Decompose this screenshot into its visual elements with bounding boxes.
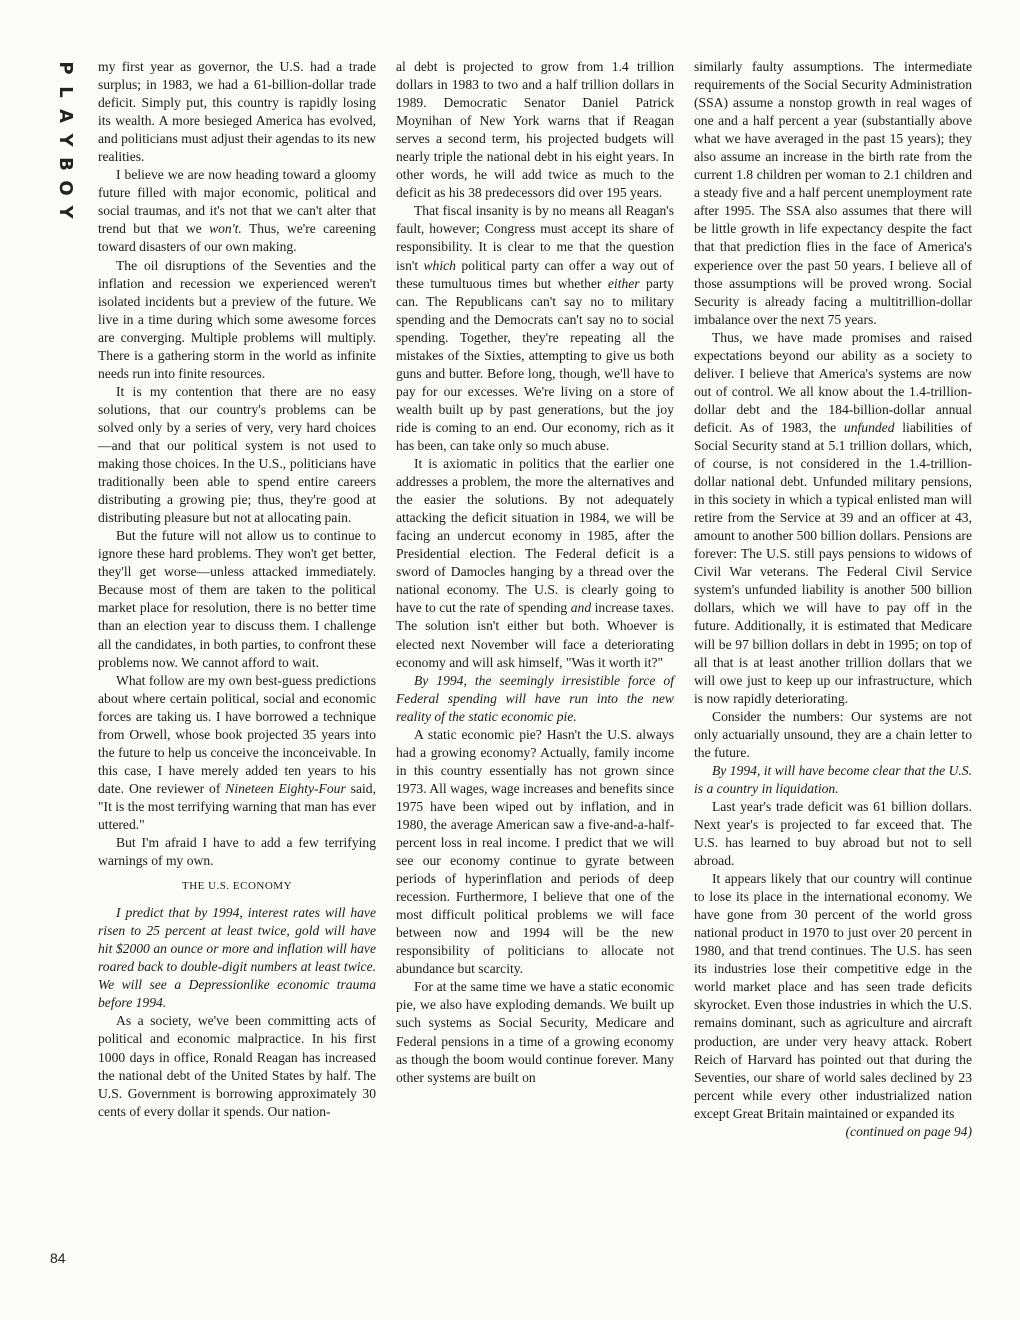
paragraph: It is my contention that there are no easy solutions, that our country's problems can be solved only by a series of very, very hard choices—and that our political system is not used to making those choices. In the U.S., politicians have traditionally been able to spend entire careers distributing a growing pie; thus, they're good at distributing pleasure but not at allocating pain. <box>98 383 376 526</box>
masthead-playboy <box>52 56 78 224</box>
paragraph: But the future will not allow us to continue to ignore these hard problems. They won't get better, they'll get worse—unless attacked immediately. Because most of them are taken to the political market place for resolution, there is no better time than an election year to discuss them. I challenge all the candidates, in both parties, to confront these problems now. We cannot afford to wait. <box>98 528 376 670</box>
paragraph: Last year's trade deficit was 61 billion dollars. Next year's is projected to far exceed that. The U.S. has learned to buy abroad but not to sell abroad. <box>694 798 972 869</box>
text-column-1 <box>98 58 376 1121</box>
paragraph: similarly faulty assumptions. The intermediate requirements of the Social Security Administration (SSA) assume a nonstop growth in real wages of one and a half percent a year (substantially above what we have averaged in the past 15 years); they also assume an increase in the birth rate from the current 1.8 children per woman to 2.1 children and a steady five and a half percent unemployment rate after 1995. The SSA also assumes that there will be little growth in life expectancy despite the fact that that prediction flies in the face of America's experience over the past 50 years. I believe all of those assumptions will be proved wrong. Social Security is already facing a multitrillion-dollar imbalance over the next 75 years. <box>694 59 972 327</box>
prediction-paragraph: By 1994, it will have become clear that the U.S. is a country in liquidation. <box>694 762 972 796</box>
paragraph: The oil disruptions of the Seventies and the inflation and recession we experienced weren't isolated incidents but a preview of the future. We live in a time during which some awesome forces are converging. Multiple problems will multiply. There is a gathering storm in the world as infinite needs run into finite resources. <box>98 257 376 381</box>
masthead-letter: L <box>55 86 76 98</box>
paragraph: It is axiomatic in politics that the earlier one addresses a problem, the more the alternatives and the easier the solutions. By not adequately attacking the deficit situation in 1984, we will be facing an undercut economy in 1985, after the Presidential election. The Federal deficit is a sword of Damocles hanging by a thread over the national economy. The U.S. is clearly going to have to cut the rate of spending and increase taxes. The solution isn't either but both. Whoever is elected next November will face a deteriorating economy and will ask himself, "Was it worth it?" <box>396 456 674 670</box>
paragraph: But I'm afraid I have to add a few terrifying warnings of my own. <box>98 835 376 869</box>
paragraph: As a society, we've been committing acts of political and economic malpractice. In his first 1000 days in office, Ronald Reagan has increased the national debt of the United States by half. The U.S. Government is borrowing approximately 30 cents of every dollar it spends. Our nation- <box>98 1013 376 1119</box>
prediction-paragraph: I predict that by 1994, interest rates will have risen to 25 percent at least twice, gold will have hit $2000 an ounce or more and inflation will have roared back to double-digit numbers at least twice. We will see a Depressionlike economic trauma before 1994. <box>98 905 376 1011</box>
paragraph: What follow are my own best-guess predictions about where certain political, social and economic forces are taking us. I have borrowed a technique from Orwell, whose book projected 35 years into the future to help us conceive the inconceivable. In this case, I have merely added ten years to his date. One reviewer of Nineteen Eighty-Four said, "It is the most terrifying warning that man has ever uttered." <box>98 672 376 832</box>
masthead-letter: Y <box>55 205 76 219</box>
paragraph: It appears likely that our country will continue to lose its place in the international economy. We have gone from 30 percent of the world gross national product in 1970 to just over 20 percent in 1980, and that trend continues. The U.S. has seen its industries lose their competitive edge in the world market place and has seen trade deficits skyrocket. Even those industries in which the U.S. remains dominant, such as agriculture and aircraft production, are under very heavy attack. Robert Reich of Harvard has pointed out that during the Seventies, our share of world sales declined by 23 percent while every other industrialized nation except Great Britain maintained or expanded its <box>694 871 972 1121</box>
masthead-letter: O <box>55 180 76 196</box>
paragraph: That fiscal insanity is by no means all Reagan's fault, however; Congress must accept its share of responsibility. It is clear to me that the question isn't which political party can offer a way out of these tumultuous times but whether either party can. The Republicans can't say no to military spending and the Democrats can't say no to social spending. Together, they're repeating all the mistakes of the Sixties, attempting to give us both guns and butter. Before long, though, we'll have to pay for our excesses. We're living on a store of wealth built up by past generations, but the joy ride is coming to an end. Our economy, rich as it has been, can take only so much abuse. <box>396 203 674 453</box>
paragraph: For at the same time we have a static economic pie, we also have exploding demands. We built up such systems as Social Security, Medicare and Federal pensions in a time of a growing economy as though the boom would continue forever. Many other systems are built on <box>396 979 674 1085</box>
prediction-paragraph: By 1994, the seemingly irresistible force of Federal spending will have run into the new reality of the static economic pie. <box>396 672 674 724</box>
paragraph: Thus, we have made promises and raised expectations beyond our ability as a society to deliver. I believe that America's systems are now out of control. We all know about the 1.4-trillion-dollar debt and the 184-billion-dollar annual deficit. As of 1983, the unfunded liabilities of Social Security stand at 5.1 trillion dollars, which, of course, is not considered in the 1.4-trillion-dollar national debt. Unfunded military pensions, in this society in which a typical enlisted man will retire from the Service at 39 and an officer at 43, amount to another 500 billion dollars. Pensions are forever: The U.S. still pays pensions to widows of Civil War veterans. The Federal Civil Service system's unfunded liability is another 500 billion dollars, which we will have to pay off in the future. Additionally, it is estimated that Medicare will be 97 billion dollars in debt in 1995; on top of all that is at least another trillion dollars that we will owe just to keep up our infrastructure, which is now rapidly deteriorating. <box>694 329 972 706</box>
masthead-letter: A <box>55 109 76 123</box>
paragraph: Consider the numbers: Our systems are not only actuarially unsound, they are a chain letter to the future. <box>694 708 972 760</box>
section-heading: THE U.S. ECONOMY <box>181 880 293 893</box>
text-column-3 <box>694 58 972 1141</box>
page-number: 84 <box>50 1250 66 1266</box>
paragraph: al debt is projected to grow from 1.4 trillion dollars in 1983 to two and a half trillion dollars in 1989. Democratic Senator Daniel Patrick Moynihan of New York warns that if Reagan serves a second term, his projected budgets will nearly triple the national debt in his eight years. In other words, he will add twice as much to the deficit as his 38 predecessors did over 195 years. <box>396 59 674 201</box>
masthead-letter: P <box>55 61 76 75</box>
paragraph: my first year as governor, the U.S. had a trade surplus; in 1983, we had a 61-billion-dollar trade deficit. Simply put, this country is rapidly losing its wealth. A more besieged America has evolved, and politicians must adjust their agendas to its new realities. <box>98 59 376 165</box>
text-column-2 <box>396 58 674 1087</box>
masthead-letter: B <box>55 157 76 171</box>
paragraph: A static economic pie? Hasn't the U.S. always had a growing economy? Actually, family income in this country essentially has not grown since 1973. All wages, wage increases and benefits since 1975 have been wiped out by inflation, and in 1980, the average American saw a five-and-a-half-percent loss in real income. I predict that we will see our economy continue to gyrate between periods of hyperinflation and periods of deep recession. Furthermore, I believe that one of the most difficult political problems we will face between now and 1994 will be the new responsibility of politicians to allocate not abundance but scarcity. <box>396 726 674 977</box>
masthead-letter: Y <box>55 133 76 147</box>
continued-line: (continued on page 94) <box>845 1123 972 1139</box>
paragraph: I believe we are now heading toward a gloomy future filled with major economic, political and social traumas, and it's not that we can't alter that trend but that we won't. Thus, we're careening toward disasters of our own making. <box>98 167 376 255</box>
